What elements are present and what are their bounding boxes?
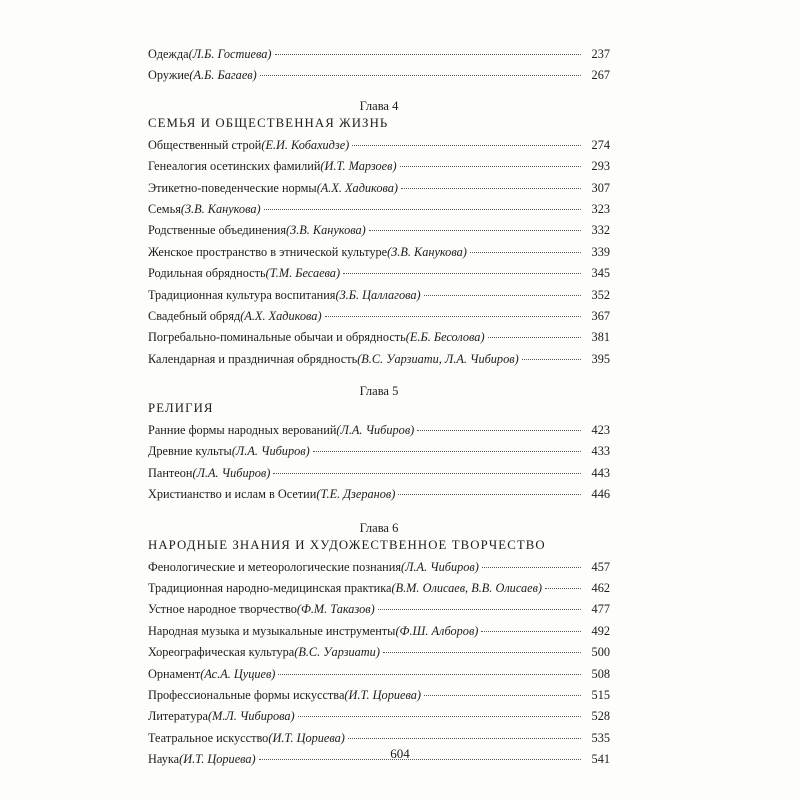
dot-leader xyxy=(273,473,581,474)
entry-author: (Л.А. Чибиров) xyxy=(231,444,310,459)
entry-title: Родильная обрядность xyxy=(148,266,266,281)
entry-page-number: 477 xyxy=(591,602,610,617)
toc-entry xyxy=(148,220,610,241)
entry-author: (Е.Б. Бесолова) xyxy=(405,330,485,345)
dot-leader xyxy=(325,316,581,317)
entry-author: (З.В. Канукова) xyxy=(286,223,366,238)
toc-entry xyxy=(148,306,610,327)
dot-leader xyxy=(522,359,581,360)
entry-page-number: 332 xyxy=(591,223,610,238)
chapter-title: РЕЛИГИЯ xyxy=(148,401,214,416)
entry-author: (А.Б. Багаев) xyxy=(189,68,257,83)
entry-page-number: 443 xyxy=(591,465,610,480)
entry-page-number: 457 xyxy=(591,559,610,574)
entry-page-number: 274 xyxy=(591,137,610,152)
entry-author: (З.В. Канукова) xyxy=(387,244,467,259)
entry-author: (А.Х. Хадикова) xyxy=(316,180,398,195)
entry-author: (Ф.Ш. Алборов) xyxy=(395,623,479,638)
entry-page-number: 339 xyxy=(591,244,610,259)
dot-leader xyxy=(401,188,581,189)
entry-title: Женское пространство в этнической культуре xyxy=(148,244,388,259)
entry-title: Календарная и праздничная обрядность xyxy=(148,351,358,366)
entry-author: (М.Л. Чибирова) xyxy=(208,709,295,724)
toc-entry xyxy=(148,199,610,220)
entry-title: Традиционная народно-медицинская практика xyxy=(148,581,392,596)
toc-entry xyxy=(148,327,610,348)
entry-title: Профессиональные формы искусства xyxy=(148,687,345,702)
dot-leader xyxy=(275,54,581,55)
entry-title: Фенологические и метеорологические познания xyxy=(148,559,401,574)
dot-leader xyxy=(424,695,581,696)
dot-leader xyxy=(383,652,581,653)
dot-leader xyxy=(481,631,581,632)
dot-leader xyxy=(264,209,581,210)
entry-author: (Ф.М. Таказов) xyxy=(296,602,375,617)
entry-page-number: 433 xyxy=(591,444,610,459)
chapter-label: Глава 4 xyxy=(359,98,399,113)
entry-author: (В.М. Олисаев, В.В. Олисаев) xyxy=(391,581,543,596)
toc-entry xyxy=(148,578,610,599)
dot-leader xyxy=(378,609,581,610)
entry-page-number: 508 xyxy=(591,666,610,681)
dot-leader xyxy=(470,252,581,253)
toc-entry xyxy=(148,420,610,441)
chapter-label: Глава 5 xyxy=(359,384,399,399)
entry-author: (Л.А. Чибиров) xyxy=(336,423,415,438)
entry-author: (З.В. Канукова) xyxy=(180,201,261,216)
entry-page-number: 535 xyxy=(591,730,610,745)
toc-entry xyxy=(148,178,610,199)
entry-author: (Ас.А. Цуциев) xyxy=(200,666,276,681)
entry-author: (Е.И. Кобахидзе) xyxy=(261,137,350,152)
entry-title: Оружие xyxy=(148,68,190,83)
entry-author: (Т.М. Бесаева) xyxy=(265,266,341,281)
entry-title: Ранние формы народных верований xyxy=(148,423,337,438)
entry-title: Христианство и ислам в Осетии xyxy=(148,487,317,502)
entry-author: (И.Т. Марзоев) xyxy=(320,159,397,174)
entry-page-number: 492 xyxy=(591,623,610,638)
dot-leader xyxy=(545,588,581,589)
entry-title: Литература xyxy=(148,709,209,724)
entry-page-number: 462 xyxy=(591,581,610,596)
chapter-label: Глава 6 xyxy=(359,520,399,535)
toc-entry xyxy=(148,706,610,727)
entry-author: (И.Т. Цориева) xyxy=(268,730,345,745)
entry-page-number: 307 xyxy=(591,180,610,195)
entry-page-number: 515 xyxy=(591,687,610,702)
toc-entry xyxy=(148,349,610,370)
chapter-entries xyxy=(148,135,610,370)
chapter-entries xyxy=(148,557,610,771)
entry-title: Общественный строй xyxy=(148,137,262,152)
toc-entry xyxy=(148,599,610,620)
entry-title: Погребально-поминальные обычаи и обрядность xyxy=(148,330,406,345)
chapter-title: СЕМЬЯ И ОБЩЕСТВЕННАЯ ЖИЗНЬ xyxy=(148,115,389,130)
entry-author: (Л.А. Чибиров) xyxy=(192,465,271,480)
entry-page-number: 323 xyxy=(591,201,610,216)
toc-entry xyxy=(148,285,610,306)
toc-entry xyxy=(148,642,610,663)
table-of-contents xyxy=(148,44,610,771)
entry-author: (Л.Б. Гостиева) xyxy=(188,47,272,61)
entry-page-number: 352 xyxy=(591,287,610,302)
entry-title: Одежда xyxy=(148,47,189,61)
entry-page-number: 345 xyxy=(591,266,610,281)
dot-leader xyxy=(398,494,581,495)
entry-title: Устное народное творчество xyxy=(148,602,297,617)
toc-entry xyxy=(148,44,610,65)
toc-entry xyxy=(148,65,610,86)
dot-leader xyxy=(488,337,581,338)
entry-page-number: 423 xyxy=(591,423,610,438)
entry-page-number: 293 xyxy=(591,159,610,174)
entry-page-number: 446 xyxy=(591,487,610,502)
toc-entry xyxy=(148,263,610,284)
entry-page-number: 381 xyxy=(591,330,610,345)
toc-entry xyxy=(148,557,610,578)
toc-entry xyxy=(148,664,610,685)
entry-title: Свадебный обряд xyxy=(148,308,241,323)
dot-leader xyxy=(400,166,581,167)
page-number: 604 xyxy=(390,746,410,761)
entry-author: (В.С. Уарзиати, Л.А. Чибиров) xyxy=(357,351,519,366)
dot-leader xyxy=(260,75,581,76)
entry-title: Орнамент xyxy=(148,666,201,681)
entry-title: Наука xyxy=(148,752,180,767)
entry-title: Древние культы xyxy=(148,444,232,459)
toc-entry xyxy=(148,621,610,642)
toc-entry xyxy=(148,135,610,156)
entry-title: Генеалогия осетинских фамилий xyxy=(148,159,321,174)
dot-leader xyxy=(369,230,581,231)
entry-author: (И.Т. Цориева) xyxy=(344,687,421,702)
entry-author: (И.Т. Цориева) xyxy=(179,752,256,767)
entry-page-number: 237 xyxy=(591,47,610,61)
dot-leader xyxy=(313,451,581,452)
entry-page-number: 395 xyxy=(591,351,610,366)
entry-author: (Т.Е. Дзеранов) xyxy=(316,487,396,502)
entry-author: (З.Б. Цаллагова) xyxy=(335,287,421,302)
entry-page-number: 500 xyxy=(591,645,610,660)
entry-title: Хореографическая культура xyxy=(148,645,295,660)
entry-title: Семья xyxy=(148,201,181,216)
entry-page-number: 267 xyxy=(591,68,610,83)
entry-author: (А.Х. Хадикова) xyxy=(240,308,322,323)
entry-author: (В.С. Уарзиати) xyxy=(294,645,380,660)
toc-entry xyxy=(148,156,610,177)
dot-leader xyxy=(482,567,581,568)
entry-title: Этикетно-поведенческие нормы xyxy=(148,180,317,195)
entry-title: Театральное искусство xyxy=(148,730,269,745)
dot-leader xyxy=(298,716,581,717)
dot-leader xyxy=(343,273,581,274)
dot-leader xyxy=(352,145,581,146)
dot-leader xyxy=(417,430,581,431)
toc-entry xyxy=(148,441,610,462)
toc-entry xyxy=(148,484,610,505)
entry-page-number: 528 xyxy=(591,709,610,724)
entry-page-number: 367 xyxy=(591,308,610,323)
entry-title: Народная музыка и музыкальные инструменты xyxy=(148,623,396,638)
chapter-title: НАРОДНЫЕ ЗНАНИЯ И ХУДОЖЕСТВЕННОЕ ТВОРЧЕСТВО xyxy=(148,537,546,552)
dot-leader xyxy=(278,674,581,675)
chapter-entries xyxy=(148,420,610,506)
entry-title: Традиционная культура воспитания xyxy=(148,287,336,302)
entry-title: Пантеон xyxy=(148,465,193,480)
dot-leader xyxy=(424,295,581,296)
entry-author: (Л.А. Чибиров) xyxy=(401,559,479,574)
toc-entry xyxy=(148,242,610,263)
entry-page-number: 541 xyxy=(591,752,610,767)
toc-entry xyxy=(148,685,610,706)
toc-entry xyxy=(148,463,610,484)
entry-title: Родственные объединения xyxy=(148,223,287,238)
dot-leader xyxy=(348,738,581,739)
